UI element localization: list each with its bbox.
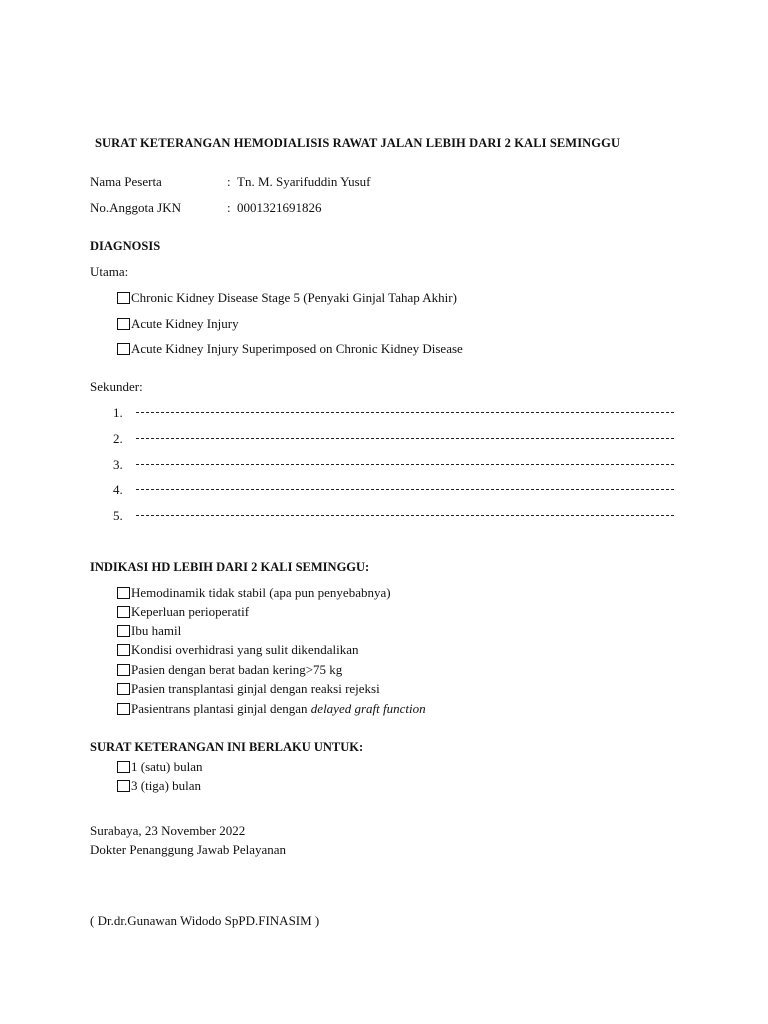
- option-label: Pasien transplantasi ginjal dengan reaksi rejeksi: [131, 681, 380, 696]
- place-date: Surabaya, 23 November 2022: [90, 823, 246, 838]
- line-number: 4.: [113, 482, 123, 497]
- doctor-role: Dokter Penanggung Jawab Pelayanan: [90, 842, 287, 857]
- diagnosis-heading: DIAGNOSIS: [90, 239, 161, 253]
- indication-option[interactable]: [117, 604, 249, 620]
- dotted-fill-line: [136, 438, 674, 439]
- option-label: Acute Kidney Injury: [131, 316, 239, 331]
- option-label: Acute Kidney Injury Superimposed on Chronic Kidney Disease: [131, 341, 463, 356]
- option-label: [131, 701, 426, 717]
- document-title: SURAT KETERANGAN HEMODIALISIS RAWAT JALAN LEBIH DARI 2 KALI SEMINGGU: [95, 136, 621, 150]
- primary-diagnosis-label: Utama:: [90, 264, 129, 279]
- indication-option[interactable]: [117, 585, 391, 601]
- checkbox[interactable]: [117, 606, 130, 618]
- option-label: Chronic Kidney Disease Stage 5 (Penyaki Ginjal Tahap Akhir): [131, 290, 457, 305]
- primary-diagnosis-option[interactable]: [117, 316, 239, 332]
- line-number: 2.: [113, 431, 123, 446]
- dotted-fill-line: [136, 412, 674, 413]
- secondary-diagnosis-line[interactable]: [0, 431, 768, 447]
- checkbox[interactable]: [117, 292, 130, 304]
- checkbox[interactable]: [117, 703, 130, 715]
- dotted-fill-line: [136, 515, 674, 516]
- checkbox[interactable]: [117, 761, 130, 773]
- checkbox[interactable]: [117, 343, 130, 355]
- dotted-fill-line: [136, 489, 674, 490]
- patient-name-colon: :: [227, 174, 231, 189]
- indication-option[interactable]: [117, 681, 380, 697]
- indication-option[interactable]: [117, 623, 181, 639]
- checkbox[interactable]: [117, 318, 130, 330]
- option-label: Hemodinamik tidak stabil (apa pun penyebabnya): [131, 585, 391, 600]
- doctor-name: ( Dr.dr.Gunawan Widodo SpPD.FINASIM ): [90, 913, 320, 928]
- secondary-diagnosis-line[interactable]: [0, 457, 768, 473]
- checkbox[interactable]: [117, 683, 130, 695]
- validity-option[interactable]: [117, 759, 202, 775]
- secondary-diagnosis-line[interactable]: [0, 482, 768, 498]
- patient-name-label: Nama Peserta: [90, 174, 162, 189]
- option-label: Pasien dengan berat badan kering>75 kg: [131, 662, 343, 677]
- indication-option[interactable]: [117, 662, 342, 678]
- option-label: 1 (satu) bulan: [131, 759, 203, 774]
- checkbox[interactable]: [117, 780, 130, 792]
- option-label: Keperluan perioperatif: [131, 604, 250, 619]
- line-number: 5.: [113, 508, 123, 523]
- secondary-diagnosis-line[interactable]: [0, 508, 768, 524]
- member-number-value: 0001321691826: [237, 200, 322, 215]
- validity-option[interactable]: [117, 778, 201, 794]
- checkbox[interactable]: [117, 664, 130, 676]
- option-label-italic: delayed graft function: [310, 701, 426, 716]
- line-number: 1.: [113, 405, 123, 420]
- indications-heading: INDIKASI HD LEBIH DARI 2 KALI SEMINGGU:: [90, 560, 370, 574]
- indication-option[interactable]: [117, 701, 426, 717]
- option-label: Kondisi overhidrasi yang sulit dikendalikan: [131, 642, 359, 657]
- option-label: 3 (tiga) bulan: [131, 778, 202, 793]
- patient-name-value: Tn. M. Syarifuddin Yusuf: [237, 174, 371, 189]
- checkbox[interactable]: [117, 644, 130, 656]
- secondary-diagnosis-line[interactable]: [0, 405, 768, 421]
- member-number-colon: :: [227, 200, 231, 215]
- validity-heading: SURAT KETERANGAN INI BERLAKU UNTUK:: [90, 740, 364, 754]
- secondary-diagnosis-label: Sekunder:: [90, 379, 143, 394]
- checkbox[interactable]: [117, 625, 130, 637]
- option-label-prefix: Pasientrans plantasi ginjal dengan: [131, 701, 311, 716]
- dotted-fill-line: [136, 464, 674, 465]
- member-number-label: No.Anggota JKN: [90, 200, 181, 215]
- checkbox[interactable]: [117, 587, 130, 599]
- indication-option[interactable]: [117, 642, 358, 658]
- primary-diagnosis-option[interactable]: [117, 290, 457, 306]
- line-number: 3.: [113, 457, 123, 472]
- primary-diagnosis-option[interactable]: [117, 341, 463, 357]
- option-label: Ibu hamil: [131, 623, 182, 638]
